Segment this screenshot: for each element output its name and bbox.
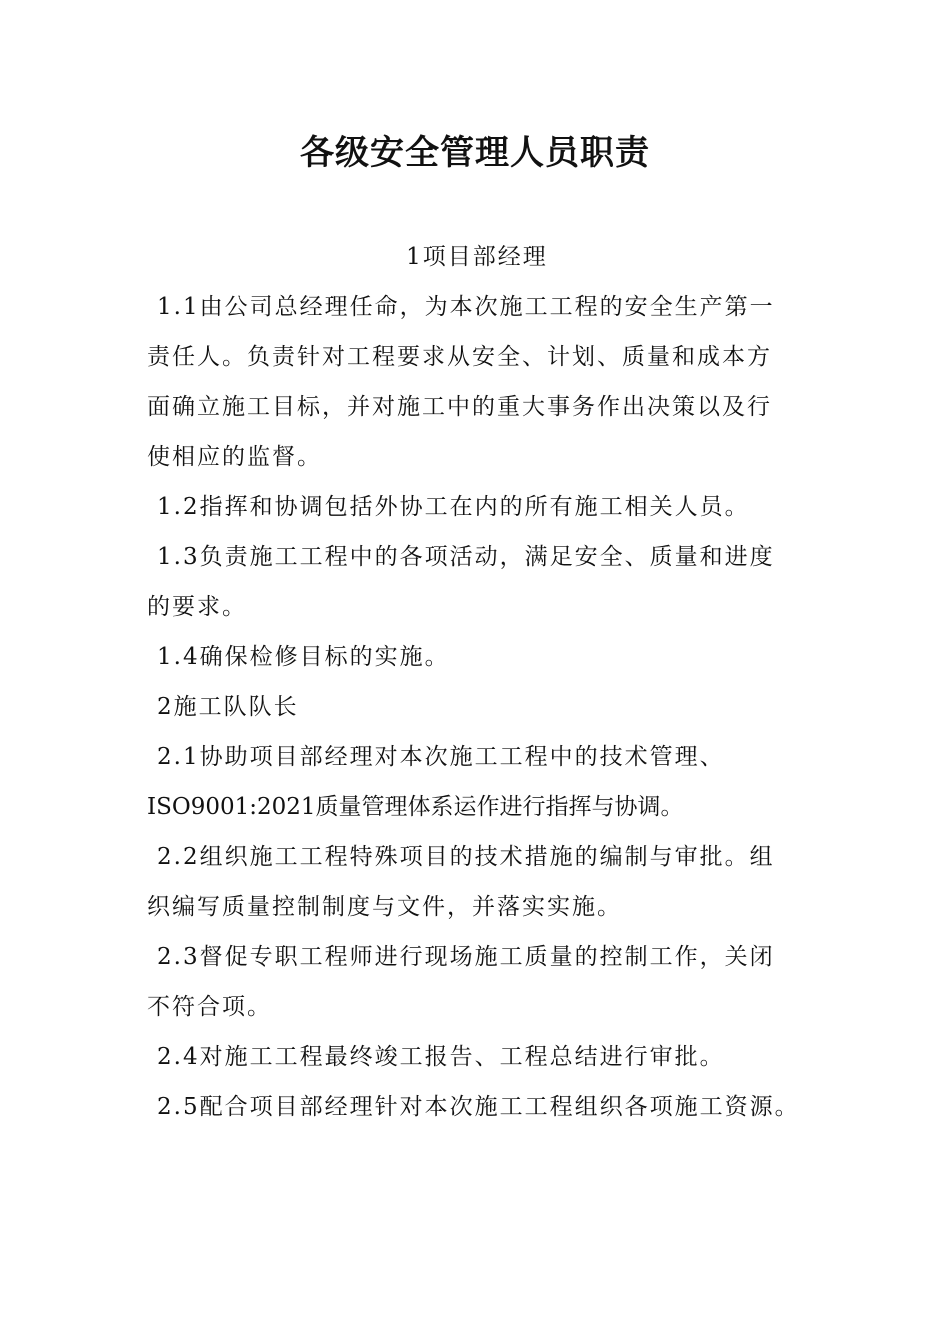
document-body (147, 232, 807, 1132)
paragraph-2-4: 2.4对施工工程最终竣工报告、工程总结进行审批。 (157, 1044, 725, 1070)
paragraph-1-1-line-2: 责任人。负责针对工程要求从安全、计划、质量和成本方 (147, 344, 772, 370)
document-title: 各级安全管理人员职责 (300, 133, 650, 173)
paragraph-2-1-line-1: 2.1协助项目部经理对本次施工工程中的技术管理、 (157, 744, 725, 770)
paragraph-2-1-line-2: ISO9001:2021质量管理体系运作进行指挥与协调。 (147, 794, 684, 820)
paragraph-1-4: 1.4确保检修目标的实施。 (157, 644, 450, 670)
paragraph-2-2-line-2: 织编写质量控制制度与文件，并落实实施。 (147, 894, 622, 920)
paragraph-1-1-line-1: 1.1由公司总经理任命，为本次施工工程的安全生产第一 (157, 294, 775, 320)
paragraph-2-3-line-1: 2.3督促专职工程师进行现场施工质量的控制工作，关闭 (157, 944, 775, 970)
paragraph-1-1-line-3: 面确立施工目标，并对施工中的重大事务作出决策以及行 (147, 394, 772, 420)
paragraph-1-1-line-4: 使相应的监督。 (147, 444, 322, 470)
section-heading-1: 1项目部经理 (406, 244, 548, 270)
paragraph-2-2-line-1: 2.2组织施工工程特殊项目的技术措施的编制与审批。组 (157, 844, 775, 870)
paragraph-2-5: 2.5配合项目部经理针对本次施工工程组织各项施工资源。 (157, 1094, 800, 1120)
paragraph-1-2: 1.2指挥和协调包括外协工在内的所有施工相关人员。 (157, 494, 750, 520)
section-heading-2: 2施工队队长 (157, 694, 299, 720)
paragraph-1-3-line-2: 的要求。 (147, 594, 247, 620)
paragraph-1-3-line-1: 1.3负责施工工程中的各项活动，满足安全、质量和进度 (157, 544, 775, 570)
paragraph-2-3-line-2: 不符合项。 (147, 994, 272, 1020)
